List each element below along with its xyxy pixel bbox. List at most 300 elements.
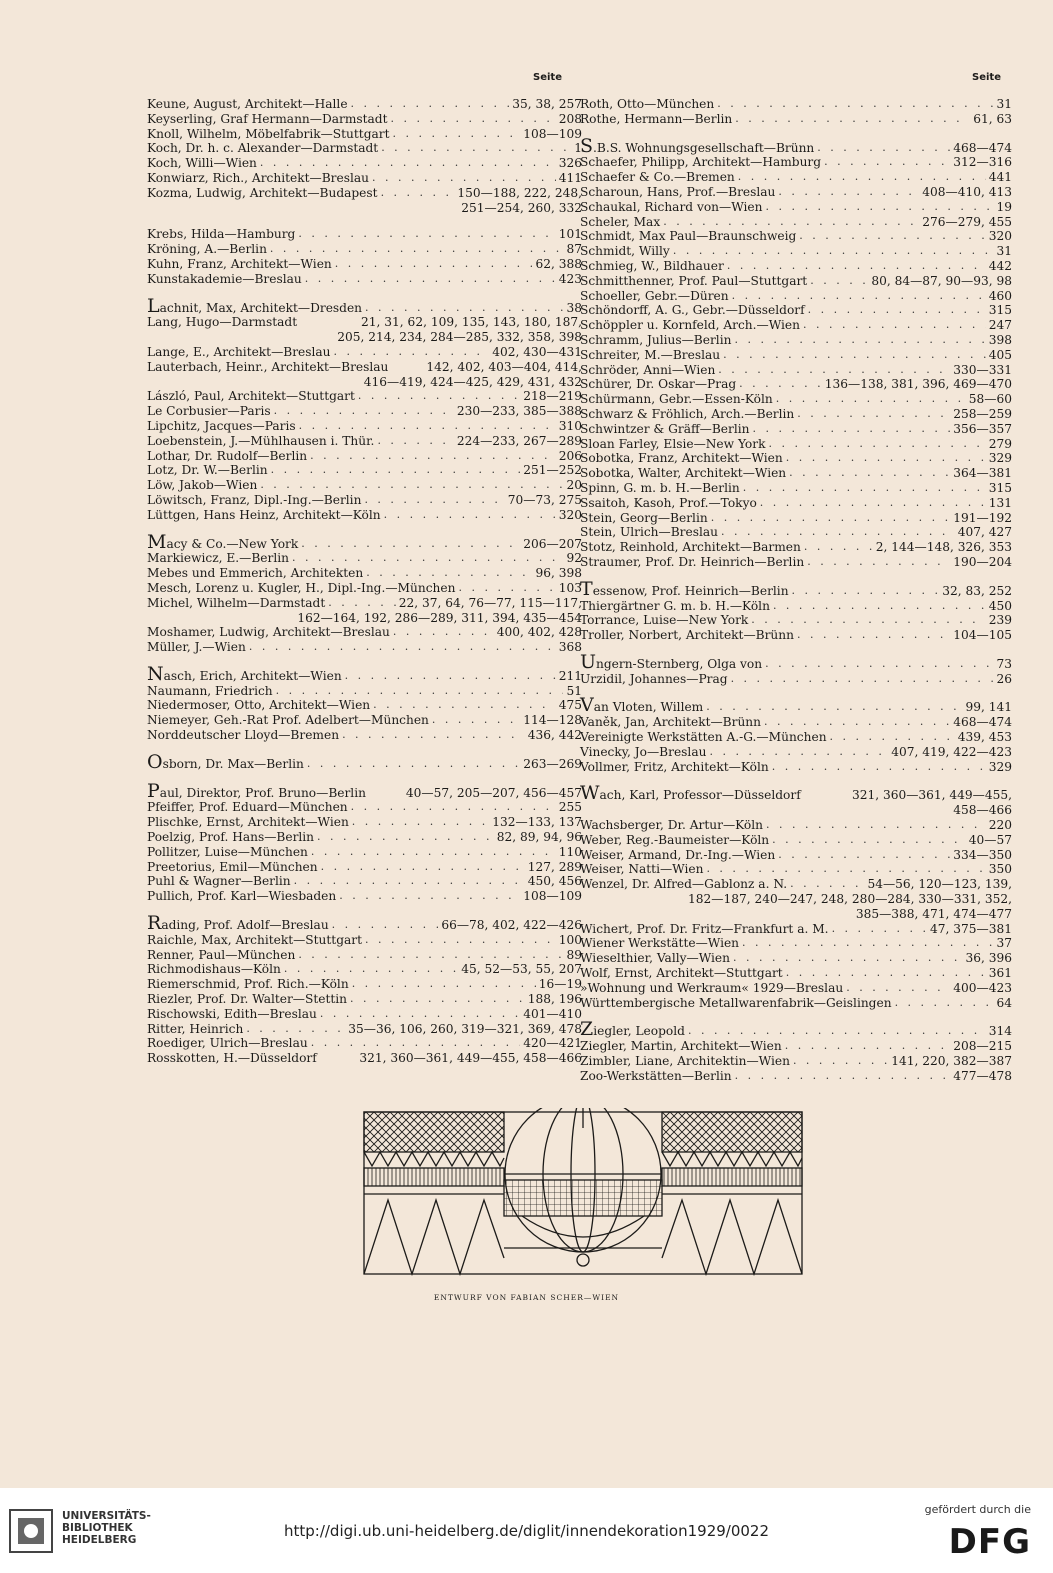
entry-page-refs: 400, 402, 428 bbox=[496, 625, 582, 640]
entry-page-refs: 468—474 bbox=[953, 140, 1012, 155]
section-initial: Z bbox=[580, 1018, 594, 1041]
entry-name bbox=[580, 392, 776, 407]
entry-name bbox=[580, 259, 727, 274]
entry-name-text: Schmieg, W., Bildhauer bbox=[580, 258, 724, 273]
index-entry bbox=[580, 363, 1012, 378]
entry-page-refs: 408—410, 413 bbox=[922, 184, 1012, 199]
entry-name bbox=[580, 862, 706, 877]
index-entry bbox=[580, 481, 1012, 496]
section-gap bbox=[147, 523, 582, 535]
entry-name bbox=[580, 1054, 793, 1069]
entry-page-refs: 310 bbox=[558, 418, 582, 433]
leader-dots bbox=[778, 848, 950, 863]
section-gap bbox=[147, 215, 582, 227]
entry-name-text: Pollitzer, Luise—München bbox=[147, 844, 308, 859]
entry-name bbox=[147, 508, 384, 523]
entry-name-text: Rosskotten, H.—Düsseldorf bbox=[147, 1051, 317, 1066]
leader-dots bbox=[332, 918, 439, 933]
entry-page-refs: 477—478 bbox=[953, 1068, 1012, 1083]
entry-name bbox=[147, 779, 369, 802]
index-entry bbox=[580, 437, 1012, 452]
entry-name-text: sborn, Dr. Max—Berlin bbox=[162, 756, 304, 771]
entry-name-text: Niemeyer, Geh.-Rat Prof. Adelbert—München bbox=[147, 713, 429, 728]
entry-page-refs: 350 bbox=[988, 862, 1012, 877]
entry-name-text: Württembergische Metallwarenfabrik—Geislingen bbox=[580, 995, 892, 1010]
entry-page-refs: 423 bbox=[558, 271, 582, 286]
entry-name-text: Kunstakademie—Breslau bbox=[147, 271, 302, 286]
leader-dots bbox=[778, 185, 919, 200]
entry-name-text: Sobotka, Walter, Architekt—Wien bbox=[580, 466, 787, 481]
entry-page-refs: 326 bbox=[558, 156, 582, 171]
entry-name-text: Straumer, Prof. Dr. Heinrich—Berlin bbox=[580, 554, 805, 569]
entry-name bbox=[580, 170, 738, 185]
entry-name-text: »Wohnung und Werkraum« 1929—Breslau bbox=[580, 980, 844, 995]
entry-page-refs: 2, 144—148, 326, 353 bbox=[875, 540, 1012, 555]
index-entry bbox=[147, 728, 582, 743]
leader-dots bbox=[706, 862, 985, 877]
index-entry bbox=[147, 750, 582, 773]
leader-dots bbox=[350, 992, 525, 1007]
entry-page-refs: 468—474 bbox=[953, 715, 1012, 730]
leader-dots bbox=[735, 1069, 951, 1084]
leader-dots bbox=[824, 155, 950, 170]
entry-page-refs: 206 bbox=[558, 448, 582, 463]
index-entry bbox=[580, 185, 1012, 200]
entry-name bbox=[580, 215, 663, 230]
entry-name bbox=[147, 294, 365, 317]
index-entry bbox=[147, 97, 582, 112]
entry-name bbox=[147, 662, 345, 685]
leader-dots bbox=[739, 377, 822, 392]
leader-dots bbox=[734, 333, 985, 348]
entry-name bbox=[147, 434, 377, 449]
entry-page-refs: 330—331 bbox=[953, 362, 1012, 377]
index-entry bbox=[147, 1051, 582, 1066]
entry-name-text: Vinecky, Jo—Breslau bbox=[580, 744, 707, 759]
index-entry bbox=[580, 318, 1012, 333]
entry-name bbox=[147, 227, 298, 242]
leader-dots bbox=[742, 936, 993, 951]
entry-name bbox=[147, 830, 317, 845]
index-entry bbox=[147, 171, 582, 186]
entry-name bbox=[580, 451, 786, 466]
entry-name bbox=[580, 481, 743, 496]
entry-name-text: Kröning, A.—Berlin bbox=[147, 242, 267, 257]
leader-dots bbox=[393, 625, 494, 640]
leader-dots bbox=[352, 815, 489, 830]
entry-name-text: Schürer, Dr. Oskar—Prag bbox=[580, 377, 737, 392]
entry-name-text: Koch, Dr. h. c. Alexander—Darmstadt bbox=[147, 141, 379, 156]
leader-dots bbox=[393, 127, 521, 142]
index-entry bbox=[147, 1022, 582, 1037]
index-entry bbox=[580, 333, 1012, 348]
entry-name bbox=[580, 229, 799, 244]
entry-name bbox=[580, 833, 772, 848]
entry-name bbox=[580, 511, 711, 526]
index-entry bbox=[147, 962, 582, 977]
leader-dots bbox=[377, 434, 453, 449]
leader-dots bbox=[727, 259, 986, 274]
entry-page-refs: 22, 37, 64, 76—77, 115—117, bbox=[398, 595, 582, 610]
leader-dots bbox=[342, 728, 525, 743]
index-column-right bbox=[580, 97, 1012, 1084]
entry-page-refs: 38 bbox=[566, 300, 582, 315]
leader-dots bbox=[797, 628, 950, 643]
entry-page-refs: 40—57 bbox=[968, 832, 1012, 847]
index-entry bbox=[147, 478, 582, 493]
entry-name-text: Keyserling, Graf Hermann—Darmstadt bbox=[147, 111, 388, 126]
entry-name bbox=[147, 186, 381, 201]
entry-page-refs: 66—78, 402, 422—426 bbox=[441, 918, 582, 933]
entry-name-text: Vereinigte Werkstätten A.-G.—München bbox=[580, 730, 827, 745]
entry-name-text: ading, Prof. Adolf—Breslau bbox=[161, 918, 329, 933]
index-entry bbox=[580, 818, 1012, 833]
entry-name bbox=[580, 185, 778, 200]
entry-name bbox=[147, 698, 373, 713]
entry-name bbox=[147, 625, 393, 640]
entry-name bbox=[580, 555, 807, 570]
entry-name-text: Pullich, Prof. Karl—Wiesbaden bbox=[147, 889, 337, 904]
section-initial: N bbox=[147, 662, 164, 685]
leader-dots bbox=[301, 537, 520, 552]
entry-page-refs: 329 bbox=[988, 451, 1012, 466]
leader-dots bbox=[817, 141, 950, 156]
entry-name bbox=[580, 407, 797, 422]
index-entry bbox=[580, 555, 1012, 570]
entry-name bbox=[580, 672, 731, 687]
entry-page-refs: 99, 141 bbox=[965, 700, 1012, 715]
entry-name bbox=[147, 977, 352, 992]
leader-dots bbox=[372, 171, 556, 186]
leader-dots bbox=[305, 272, 556, 287]
leader-dots bbox=[735, 112, 970, 127]
leader-dots bbox=[810, 274, 868, 289]
index-entry bbox=[147, 242, 582, 257]
index-entry-continuation: 385—388, 471, 474—477 bbox=[855, 906, 1012, 921]
leader-dots bbox=[772, 760, 986, 775]
section-gap bbox=[580, 127, 1012, 139]
entry-page-refs: 255 bbox=[558, 800, 582, 815]
entry-name bbox=[147, 962, 284, 977]
entry-name bbox=[147, 404, 274, 419]
index-entry-continuation: 162—164, 192, 286—289, 311, 394, 435—454 bbox=[297, 610, 582, 625]
entry-page-refs: 31 bbox=[996, 244, 1012, 259]
entry-page-refs: 220 bbox=[988, 818, 1012, 833]
entry-name-text: Wenzel, Dr. Alfred—Gablonz a. N. bbox=[580, 877, 788, 892]
index-entry bbox=[147, 662, 582, 685]
entry-name-text: Mebes und Emmerich, Architekten bbox=[147, 566, 364, 581]
index-entry bbox=[147, 889, 582, 904]
index-entry bbox=[147, 625, 582, 640]
entry-name bbox=[147, 530, 301, 553]
entry-page-refs: 21, 31, 62, 109, 135, 143, 180, 187, bbox=[361, 315, 582, 330]
entry-page-refs: 20 bbox=[566, 478, 582, 493]
index-entry bbox=[580, 694, 1012, 717]
leader-dots bbox=[789, 466, 950, 481]
entry-name-text: essenow, Prof. Heinrich—Berlin bbox=[592, 583, 789, 598]
index-entry bbox=[580, 215, 1012, 230]
entry-page-refs: 92 bbox=[566, 551, 582, 566]
entry-name-text: Konwiarz, Rich., Architekt—Breslau bbox=[147, 170, 369, 185]
index-entry bbox=[147, 360, 582, 375]
leader-dots bbox=[738, 170, 986, 185]
entry-page-refs: 407, 419, 422—423 bbox=[891, 744, 1012, 759]
leader-dots bbox=[808, 303, 986, 318]
entry-name-text: asch, Erich, Architekt—Wien bbox=[163, 668, 342, 683]
index-entry bbox=[147, 713, 582, 728]
section-initial: P bbox=[147, 779, 160, 802]
index-entry bbox=[580, 628, 1012, 643]
entry-page-refs: 450 bbox=[988, 598, 1012, 613]
index-entry bbox=[580, 862, 1012, 877]
uni-line-3: HEIDELBERG bbox=[62, 1534, 137, 1546]
index-entry bbox=[147, 1007, 582, 1022]
entry-name bbox=[147, 640, 249, 655]
entry-name-text: Schaukal, Richard von—Wien bbox=[580, 199, 763, 214]
entry-page-refs: 58—60 bbox=[968, 392, 1012, 407]
entry-name-text: Schürmann, Gebr.—Essen-Köln bbox=[580, 392, 773, 407]
leader-dots bbox=[352, 977, 536, 992]
entry-page-refs: 103 bbox=[558, 580, 582, 595]
index-entry bbox=[580, 97, 1012, 112]
entry-name-text: acy & Co.—New York bbox=[166, 536, 299, 551]
entry-name bbox=[147, 684, 276, 699]
entry-name bbox=[580, 274, 810, 289]
entry-page-refs: 442 bbox=[988, 258, 1012, 273]
entry-name bbox=[580, 318, 803, 333]
entry-page-refs: 87 bbox=[566, 242, 582, 257]
entry-name bbox=[147, 257, 335, 272]
index-entry bbox=[580, 650, 1012, 673]
leader-dots bbox=[706, 700, 962, 715]
leader-dots bbox=[743, 481, 986, 496]
entry-name-text: Stotz, Reinhold, Architekt—Barmen bbox=[580, 540, 801, 555]
index-entry bbox=[580, 577, 1012, 600]
index-entry bbox=[147, 698, 582, 713]
index-entry bbox=[580, 422, 1012, 437]
entry-name-text: Roth, Otto—München bbox=[580, 97, 715, 111]
entry-name bbox=[580, 922, 832, 937]
entry-page-refs: 19 bbox=[996, 199, 1012, 214]
index-entry bbox=[147, 779, 582, 802]
entry-name-text: Markiewicz, E.—Berlin bbox=[147, 551, 289, 566]
entry-name bbox=[147, 845, 311, 860]
leader-dots bbox=[310, 449, 556, 464]
entry-name-text: Wachsberger, Dr. Artur—Köln bbox=[580, 818, 764, 833]
entry-page-refs: 314 bbox=[988, 1024, 1012, 1039]
leader-dots bbox=[832, 922, 927, 937]
section-initial: M bbox=[147, 530, 167, 553]
entry-name-text: Michel, Wilhelm—Darmstadt bbox=[147, 595, 326, 610]
index-entry bbox=[580, 599, 1012, 614]
entry-page-refs: 136—138, 381, 396, 469—470 bbox=[824, 377, 1012, 392]
entry-name bbox=[147, 581, 458, 596]
entry-page-refs: 142, 402, 403—404, 414, bbox=[426, 359, 582, 374]
index-entry bbox=[580, 112, 1012, 127]
index-entry bbox=[147, 404, 582, 419]
entry-name-text: Thiergärtner G. m. b. H.—Köln bbox=[580, 598, 770, 613]
leader-dots bbox=[271, 463, 521, 478]
index-entry bbox=[580, 511, 1012, 526]
entry-name bbox=[147, 156, 260, 171]
entry-page-refs: 35—36, 106, 260, 319—321, 369, 478 bbox=[348, 1021, 582, 1036]
index-entry bbox=[147, 315, 582, 330]
leader-dots bbox=[830, 730, 955, 745]
index-entry bbox=[580, 966, 1012, 981]
leader-dots bbox=[793, 1054, 888, 1069]
index-entry bbox=[580, 730, 1012, 745]
index-entry bbox=[580, 745, 1012, 760]
leader-dots bbox=[807, 555, 950, 570]
entry-name-text: Vollmer, Fritz, Architekt—Köln bbox=[580, 759, 769, 774]
entry-page-refs: 475 bbox=[558, 698, 582, 713]
uni-line-2: BIBLIOTHEK bbox=[62, 1522, 133, 1534]
dfg-logo: DFG bbox=[948, 1522, 1031, 1562]
index-entry bbox=[580, 877, 1012, 892]
entry-page-refs: 279 bbox=[988, 436, 1012, 451]
entry-name bbox=[580, 650, 765, 673]
entry-page-refs: 190—204 bbox=[953, 554, 1012, 569]
entry-name-text: Spinn, G. m. b. H.—Berlin bbox=[580, 480, 740, 495]
entry-name bbox=[147, 912, 332, 935]
entry-name bbox=[580, 97, 717, 112]
entry-name-text: Ritter, Heinrich bbox=[147, 1021, 244, 1036]
index-entry bbox=[580, 348, 1012, 363]
source-url-link[interactable]: http://digi.ub.uni-heidelberg.de/diglit/innendekoration1929/0022 bbox=[283, 1522, 770, 1540]
section-gap bbox=[147, 772, 582, 784]
entry-name bbox=[147, 889, 339, 904]
leader-dots bbox=[270, 242, 564, 257]
leader-dots bbox=[895, 996, 994, 1011]
entry-name bbox=[580, 996, 895, 1011]
entry-page-refs: 96, 398 bbox=[535, 566, 582, 581]
entry-page-refs: 400—423 bbox=[953, 980, 1012, 995]
entry-name-text: László, Paul, Architekt—Stuttgart bbox=[147, 389, 355, 404]
entry-page-refs: 315 bbox=[988, 303, 1012, 318]
entry-page-refs: 108—109 bbox=[523, 126, 582, 141]
entry-page-refs: 31 bbox=[996, 97, 1012, 111]
entry-name bbox=[147, 242, 270, 257]
leader-dots bbox=[358, 389, 520, 404]
leader-dots bbox=[351, 800, 556, 815]
entry-page-refs: 420—421 bbox=[523, 1036, 582, 1051]
leader-dots bbox=[365, 301, 563, 316]
entry-name bbox=[147, 478, 260, 493]
leader-dots bbox=[803, 318, 986, 333]
entry-name-text: Niedermoser, Otto, Architekt—Wien bbox=[147, 698, 371, 713]
entry-name bbox=[147, 750, 307, 773]
entry-name bbox=[580, 577, 792, 600]
index-entry bbox=[147, 463, 582, 478]
entry-name-text: ach, Karl, Professor—Düsseldorf bbox=[599, 788, 801, 803]
entry-name-text: Vaněk, Jan, Architekt—Brünn bbox=[580, 715, 762, 730]
index-entry bbox=[580, 613, 1012, 628]
entry-page-refs: 141, 220, 382—387 bbox=[891, 1054, 1012, 1069]
leader-dots bbox=[752, 422, 950, 437]
entry-page-refs: 61, 63 bbox=[973, 111, 1012, 126]
entry-page-refs: 218—219 bbox=[523, 389, 582, 404]
entry-name bbox=[580, 981, 846, 996]
entry-page-refs: 1 bbox=[574, 141, 582, 156]
leader-dots bbox=[846, 981, 950, 996]
index-entry bbox=[580, 466, 1012, 481]
index-entry-continuation: 251—254, 260, 332 bbox=[461, 200, 582, 215]
index-entry bbox=[147, 389, 582, 404]
leader-dots bbox=[751, 613, 985, 628]
entry-name-text: iegler, Leopold bbox=[593, 1024, 685, 1039]
entry-name-text: Wolf, Ernst, Architekt—Stuttgart bbox=[580, 966, 783, 981]
index-entry bbox=[580, 200, 1012, 215]
index-entry bbox=[147, 434, 582, 449]
index-entry bbox=[580, 392, 1012, 407]
entry-page-refs: 368 bbox=[558, 640, 582, 655]
entry-page-refs: 104—105 bbox=[953, 628, 1012, 643]
leader-dots bbox=[766, 818, 986, 833]
entry-name-text: Schwintzer & Gräff—Berlin bbox=[580, 421, 750, 436]
entry-name bbox=[580, 244, 673, 259]
index-entry bbox=[147, 156, 582, 171]
entry-name-text: Stein, Ulrich—Breslau bbox=[580, 525, 718, 540]
entry-name bbox=[147, 933, 365, 948]
entry-name bbox=[580, 951, 733, 966]
entry-page-refs: 320 bbox=[558, 507, 582, 522]
index-entry bbox=[147, 977, 582, 992]
entry-name bbox=[147, 97, 351, 112]
entry-page-refs: 110 bbox=[558, 844, 582, 859]
entry-name bbox=[147, 345, 334, 360]
leader-dots bbox=[284, 962, 458, 977]
entry-name-text: Urzidil, Johannes—Prag bbox=[580, 671, 728, 686]
index-entry bbox=[580, 259, 1012, 274]
section-initial: L bbox=[147, 294, 160, 317]
entry-page-refs: 315 bbox=[988, 480, 1012, 495]
entry-name-text: Schöndorff, A. G., Gebr.—Düsseldorf bbox=[580, 303, 805, 318]
index-entry bbox=[147, 815, 582, 830]
entry-page-refs: 450, 456 bbox=[527, 874, 582, 889]
entry-name-text: Kuhn, Franz, Architekt—Wien bbox=[147, 256, 332, 271]
section-gap bbox=[147, 287, 582, 299]
index-entry bbox=[580, 715, 1012, 730]
entry-page-refs: 334—350 bbox=[953, 847, 1012, 862]
leader-dots bbox=[311, 845, 556, 860]
leader-dots bbox=[688, 1024, 986, 1039]
entry-name bbox=[580, 496, 760, 511]
entry-name-text: Sloan Farley, Elsie—New York bbox=[580, 436, 766, 451]
entry-name bbox=[147, 728, 342, 743]
page-header-right: Seite bbox=[972, 72, 1001, 83]
index-entry bbox=[580, 407, 1012, 422]
entry-name bbox=[580, 848, 778, 863]
leader-dots bbox=[765, 657, 993, 672]
entry-name bbox=[580, 936, 742, 951]
leader-dots bbox=[391, 112, 556, 127]
entry-name bbox=[580, 760, 772, 775]
index-entry bbox=[580, 303, 1012, 318]
leader-dots bbox=[298, 948, 563, 963]
leader-dots bbox=[711, 511, 951, 526]
entry-name bbox=[580, 348, 723, 363]
leader-dots bbox=[276, 684, 564, 699]
index-entry bbox=[147, 860, 582, 875]
entry-page-refs: 80, 84—87, 90—93, 98 bbox=[871, 273, 1012, 288]
entry-page-refs: 251—252 bbox=[523, 463, 582, 478]
leader-dots bbox=[320, 1007, 520, 1022]
leader-dots bbox=[292, 551, 563, 566]
index-column-left bbox=[147, 97, 582, 1066]
index-entry bbox=[147, 912, 582, 935]
entry-page-refs: 64 bbox=[996, 995, 1012, 1010]
leader-dots bbox=[335, 257, 533, 272]
